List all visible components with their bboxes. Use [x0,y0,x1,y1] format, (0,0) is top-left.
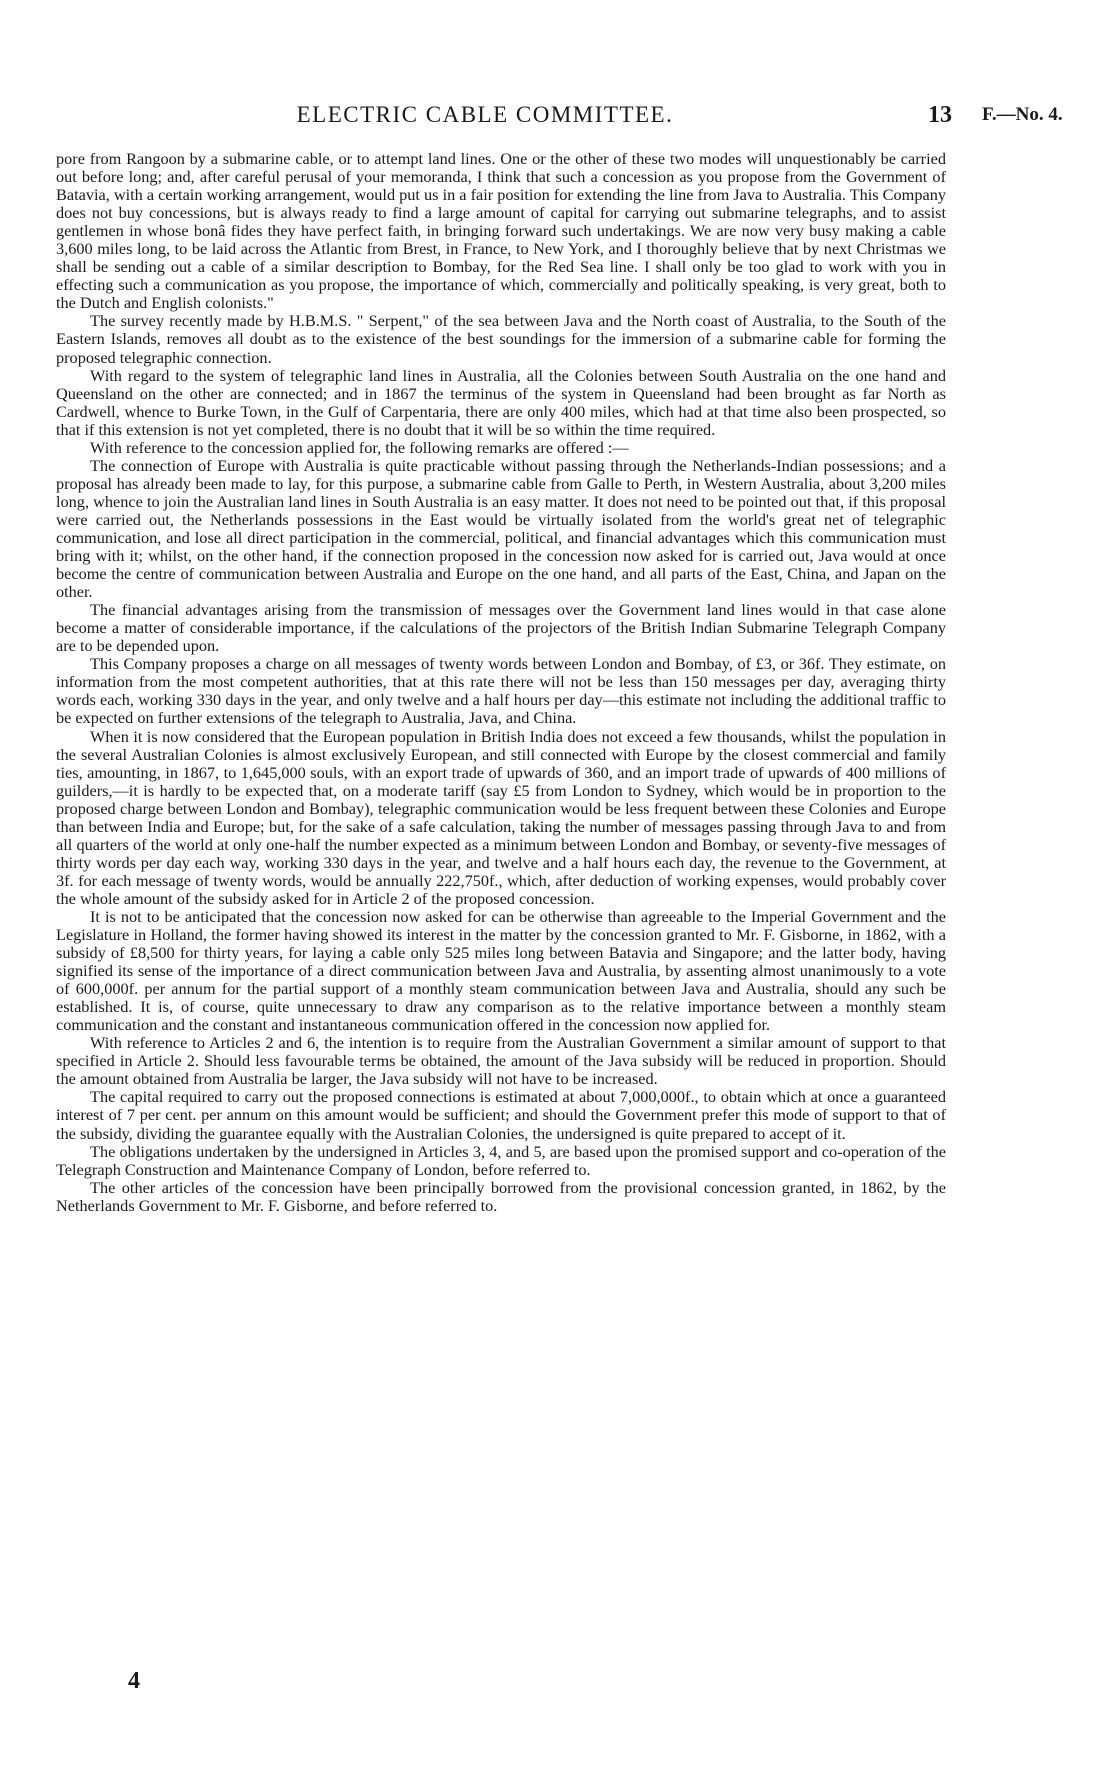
paragraph-serpent-survey: The survey recently made by H.B.M.S. " Serpent," of the sea between Java and the North coast of Australia, to the South of the Eastern Islands, removes all doubt as to the existence of the best soundings for the immersion of a submarine cable for forming the proposed telegraphic connection. [56,311,946,367]
paragraph-obligations: The obligations undertaken by the undersigned in Articles 3, 4, and 5, are based upon the promised support and co-operation of the Telegraph Construction and Maintenance Company of London, before referred to. [56,1141,946,1179]
paragraph-government-approval: It is not to be anticipated that the concession now asked for can be otherwise than agreeable to the Imperial Government and the Legislature in Holland, the former having showed its interest in the matter by the concession granted to Mr. F. Gisborne, in 1862, with a subsidy of £8,500 for thirty years, for laying a cable only 525 miles long between Batavia and Singapore; and the latter body, having signified its sense of the importance of a direct communication between Java and Australia, by assenting almost unanimously to a vote of 600,000f. per annum for the partial support of a monthly steam communication between Java and Australia, should any such be established. It is, of course, quite unnecessary to draw any comparison as to the relative importance between a monthly steam communication and the constant and instantaneous communication offered in the concession now applied for. [56,906,946,1035]
body-text [56,150,946,1215]
paragraph-company-charges: This Company proposes a charge on all messages of twenty words between London and Bombay, of £3, or 36f. They estimate, on information from the most competent authorities, that at this rate there will not be less than 150 messages per day, averaging thirty words each, working 330 days in the year, and only twelve and a half hours per day—this estimate not including the additional traffic to be expected on further extensions of the telegraph to Australia, Java, and China. [56,654,946,728]
paragraph-capital-required: The capital required to carry out the proposed connections is estimated at about 7,000,000f., to obtain which at once a guaranteed interest of 7 per cent. per annum on this amount would be sufficient; and should the Government prefer this mode of support to that of the subsidy, dividing the guarantee equally with the Australian Colonies, the undersigned is quite prepared to accept of it. [56,1087,946,1143]
running-title: ELECTRIC CABLE COMMITTEE. [296,102,674,127]
paragraph-population-revenue: When it is now considered that the European population in British India does not exceed a few thousands, whilst the population in the several Australian Colonies is almost exclusively European, and still connected with Europe by the closest commercial and family ties, amounting, in 1867, to 1,645,000 souls, with an export trade of upwards of 360, and an import trade of upwards of 400 millions of guilders,—it is hardly to be expected that, on a moderate tariff (say £5 from London to Sydney, which would be in proportion to the proposed charge between London and Bombay), telegraphic communication would be less frequent between these Colonies and Europe than between India and Europe; but, for the sake of a safe calculation, taking the number of messages passing through Java to and from all quarters of the world at only one-half the number expected as a minimum between London and Bombay, or seventy-five messages of thirty words per day each way, working 330 days in the year, and twelve and a half hours each day, the revenue to the Government, at 3f. for each message of twenty words, would be annually 222,750f., which, after deduction of working expenses, would probably cover the whole amount of the subsidy asked for in Article 2 of the proposed concession. [56,726,946,908]
paragraph-articles-2-and-6: With reference to Articles 2 and 6, the intention is to require from the Australian Government a similar amount of support to that specified in Article 2. Should less favourable terms be obtained, the amount of the Java subsidy will be reduced in proportion. Should the amount obtained from Australia be larger, the Java subsidy will not have to be increased. [56,1033,946,1089]
paragraph-other-articles: The other articles of the concession have been principally borrowed from the provisional concession granted, in 1862, by the Netherlands Government to Mr. F. Gisborne, and before referred to. [56,1177,946,1215]
paragraph-australian-land-lines: With regard to the system of telegraphic land lines in Australia, all the Colonies between South Australia on the one hand and Queensland on the other are connected; and in 1867 the terminus of the system in Queensland had been brought as far North as Cardwell, whence to Burke Town, in the Gulf of Carpentaria, there are only 400 miles, which had at that time also been prospected, so that if this extension is not yet completed, there is no doubt that it will be so within the time required. [56,365,946,439]
signature-mark: 4 [128,1668,140,1694]
paragraph-financial-advantages: The financial advantages arising from the transmission of messages over the Government land lines would in that case alone become a matter of considerable importance, if the calculations of the projectors of the British Indian Submarine Telegraph Company are to be depended upon. [56,600,946,656]
paper-reference: F.—No. 4. [982,104,1063,125]
page-number: 13 [928,102,952,128]
page-header [0,96,1114,132]
paragraph-europe-australia-connection: The connection of Europe with Australia is quite practicable without passing through the Netherlands-Indian possessions; and a proposal has already been made to lay, for this purpose, a submarine cable from Galle to Perth, in Western Australia, about 3,200 miles long, whence to join the Australian land lines in South Australia is an easy matter. It does not need to be pointed out that, if this proposal were carried out, the Netherlands possessions in the East would be virtually isolated from the world's great net of telegraphic communication, and lose all direct participation in the commercial, political, and financial advantages which this communication must bring with it; whilst, on the other hand, if the connection proposed in the concession now asked for is carried out, Java would at once become the centre of communication between Australia and Europe on the one hand, and all parts of the East, China, and Japan on the other. [56,455,946,602]
paragraph-remarks-intro: With reference to the concession applied for, the following remarks are offered :— [90,437,629,457]
paragraph-letter-continuation: pore from Rangoon by a submarine cable, or to attempt land lines. One or the other of these two modes will unquestionably be carried out before long; and, after careful perusal of your memoranda, I think that such a concession as you propose from the Government of Batavia, with a certain working arrangement, would put us in a fair position for extending the line from Java to Australia. This Company does not buy concessions, but is always ready to find a large amount of capital for carrying out submarine telegraphs, and to assist gentlemen in whose bonâ fides they have perfect faith, in bringing forward such undertakings. We are now very busy making a cable 3,600 miles long, to be laid across the Atlantic from Brest, in France, to New York, and I thoroughly believe that by next Christmas we shall be sending out a cable of a similar description to Bombay, for the Red Sea line. I shall only be too glad to work with you in effecting such a communication as you propose, the importance of which, commercially and politically speaking, is very great, both to the Dutch and English colonists." [56,149,946,313]
